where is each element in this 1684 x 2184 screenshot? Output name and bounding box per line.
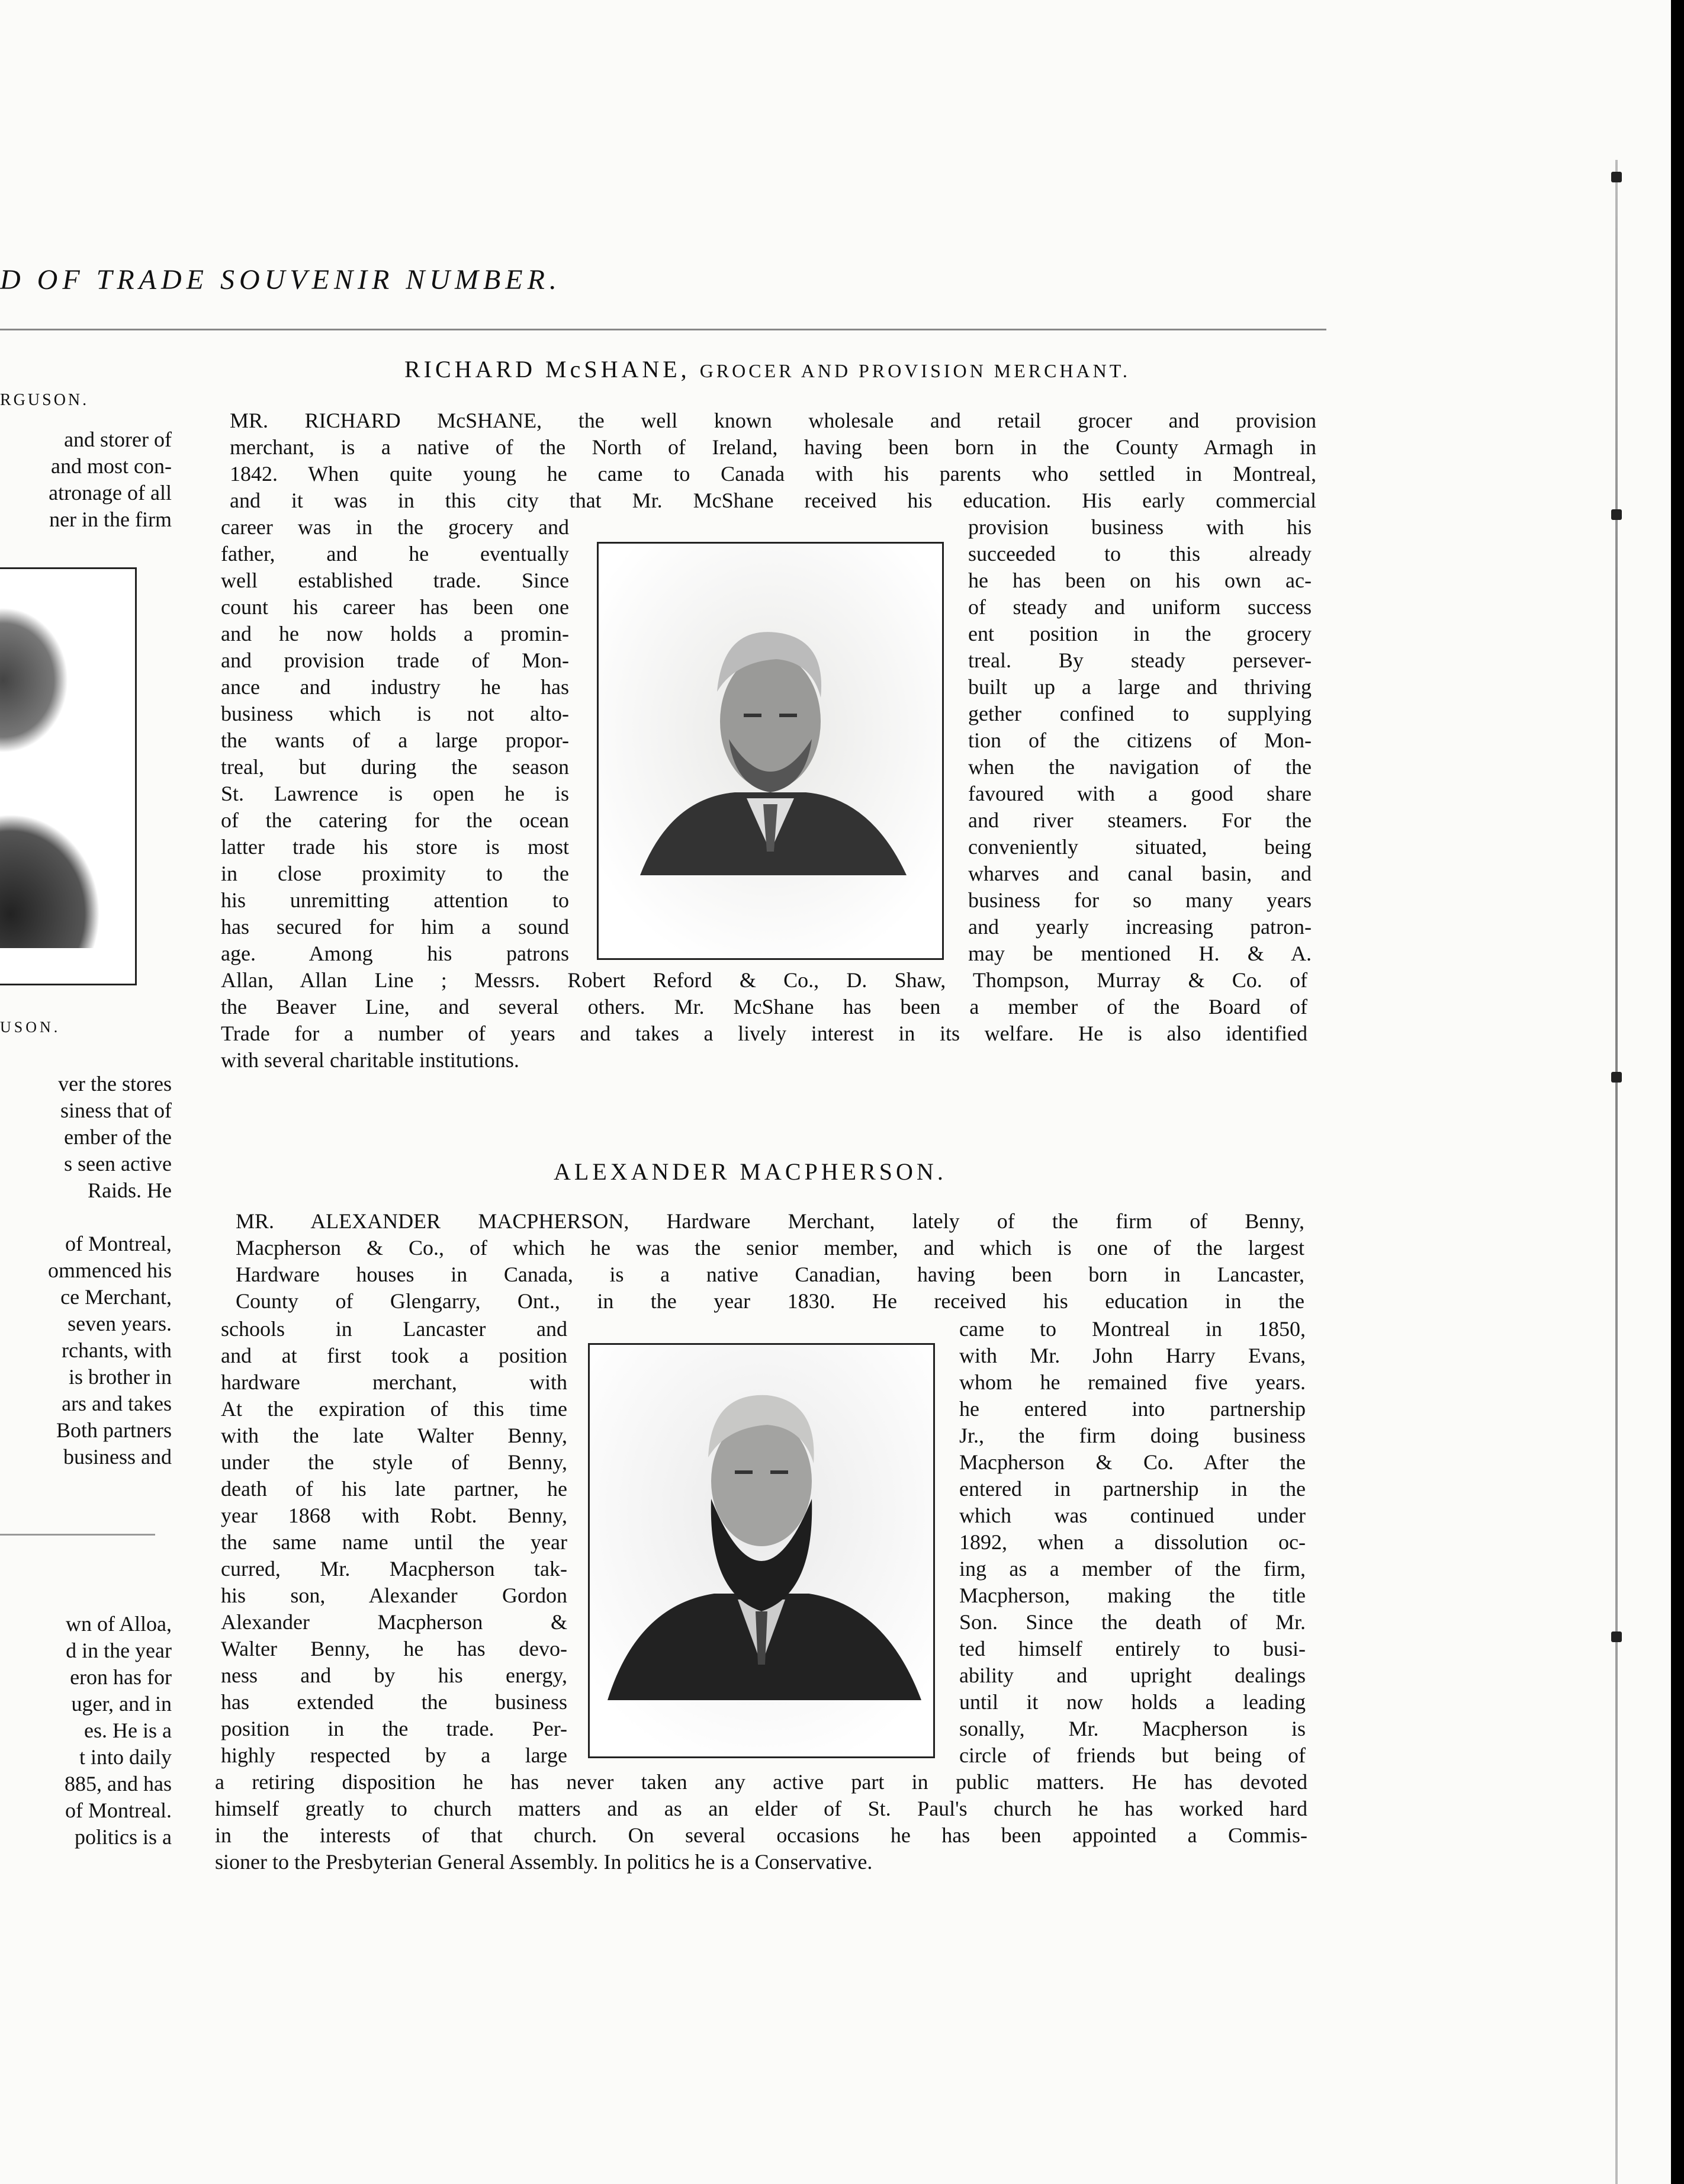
text-line: of the catering for the ocean: [221, 808, 569, 832]
text-line: [0, 1204, 172, 1231]
text-line: favoured with a good share: [968, 782, 1312, 805]
edge-mark: [1611, 1072, 1622, 1083]
text-line: and it was in this city that Mr. McShane received his education. His early commercial: [230, 489, 1316, 512]
article-title-occupation: GROCER AND PROVISION MERCHANT.: [699, 360, 1130, 381]
text-line: hardware merchant, with: [221, 1370, 567, 1394]
text-line: and at first took a position: [221, 1344, 567, 1367]
text-line: the wants of a large propor-: [221, 728, 569, 752]
text-line: the same name until the year: [221, 1530, 567, 1554]
text-line: Son. Since the death of Mr.: [959, 1610, 1306, 1634]
article2-text-bottom: [215, 1769, 1307, 1875]
text-line: uger, and in: [71, 1692, 172, 1716]
running-head: D OF TRADE SOUVENIR NUMBER.: [0, 264, 561, 296]
text-line: s seen active: [64, 1152, 172, 1175]
text-line: ce Merchant,: [60, 1285, 172, 1309]
text-line: circle of friends but being of: [959, 1743, 1306, 1767]
left-column-text-middle: [0, 1071, 172, 1470]
header-rule: [0, 329, 1326, 330]
text-line: Alexander Macpherson &: [221, 1610, 567, 1634]
edge-mark: [1611, 1631, 1622, 1642]
text-line: with the late Walter Benny,: [221, 1424, 567, 1447]
article2-text-top: [236, 1208, 1304, 1315]
article-title-name: RICHARD McSHANE,: [404, 356, 690, 383]
text-line: Trade for a number of years and takes a lively interest in its welfare. He is also identified: [221, 1022, 1307, 1045]
left-column-rule: [0, 1534, 155, 1536]
text-line: curred, Mr. Macpherson tak-: [221, 1557, 567, 1581]
text-line: business and: [63, 1445, 172, 1469]
text-line: sioner to the Presbyterian General Assembly. In politics he is a Conservative.: [215, 1850, 873, 1874]
text-line: conveniently situated, being: [968, 835, 1312, 859]
text-line: year 1868 with Robt. Benny,: [221, 1504, 567, 1527]
text-line: politics is a: [75, 1825, 172, 1849]
text-line: age. Among his patrons: [221, 942, 569, 965]
article1-text-left: [221, 514, 569, 967]
text-line: sonally, Mr. Macpherson is: [959, 1717, 1306, 1740]
text-line: in close proximity to the: [221, 862, 569, 885]
left-column-text-bottom: [0, 1611, 172, 1851]
text-line: has extended the business: [221, 1690, 567, 1714]
article2-text-right: [959, 1316, 1306, 1769]
left-column-text-top: [0, 426, 172, 533]
article1-text-right: [968, 514, 1312, 967]
text-line: death of his late partner, he: [221, 1477, 567, 1501]
text-line: MR. ALEXANDER MACPHERSON, Hardware Merchant, lately of the firm of Benny,: [236, 1209, 1304, 1233]
article-title-macpherson: ALEXANDER MACPHERSON.: [554, 1158, 947, 1185]
text-line: count his career has been one: [221, 595, 569, 619]
text-line: of Montreal.: [65, 1798, 172, 1822]
text-line: ent position in the grocery: [968, 622, 1312, 645]
text-line: St. Lawrence is open he is: [221, 782, 569, 805]
text-line: when the navigation of the: [968, 755, 1312, 779]
text-line: he has been on his own ac-: [968, 569, 1312, 592]
text-line: atronage of all: [49, 481, 172, 505]
text-line: business which is not alto-: [221, 702, 569, 725]
text-line: At the expiration of this time: [221, 1397, 567, 1421]
text-line: and yearly increasing patron-: [968, 915, 1312, 939]
text-line: of steady and uniform success: [968, 595, 1312, 619]
text-line: MR. RICHARD McSHANE, the well known wholesale and retail grocer and provision: [230, 409, 1316, 432]
text-line: Walter Benny, he has devo-: [221, 1637, 567, 1661]
text-line: ness and by his energy,: [221, 1663, 567, 1687]
text-line: tion of the citizens of Mon-: [968, 728, 1312, 752]
text-line: Hardware houses in Canada, is a native Canadian, having been born in Lancaster,: [236, 1263, 1304, 1286]
text-line: 1892, when a dissolution oc-: [959, 1530, 1306, 1554]
article-title-mcshane: [404, 355, 1130, 383]
text-line: with several charitable institutions.: [221, 1048, 519, 1072]
text-line: Macpherson & Co., of which he was the senior member, and which is one of the largest: [236, 1236, 1304, 1260]
left-photo-caption: USON.: [0, 1019, 61, 1036]
text-line: and he now holds a promin-: [221, 622, 569, 645]
text-line: schools in Lancaster and: [221, 1317, 567, 1341]
text-line: ver the stores: [58, 1072, 172, 1096]
text-line: may be mentioned H. & A.: [968, 942, 1312, 965]
text-line: wharves and canal basin, and: [968, 862, 1312, 885]
text-line: came to Montreal in 1850,: [959, 1317, 1306, 1341]
left-portrait-photo: [0, 567, 137, 985]
text-line: in the interests of that church. On several occasions he has been appointed a Commis-: [215, 1823, 1307, 1847]
article2-text-left: [221, 1316, 567, 1769]
text-line: until it now holds a leading: [959, 1690, 1306, 1714]
text-line: and storer of: [64, 428, 172, 451]
text-line: t into daily: [79, 1745, 172, 1769]
text-line: Jr., the firm doing business: [959, 1424, 1306, 1447]
text-line: seven years.: [68, 1312, 172, 1335]
text-line: a retiring disposition he has never taken any active part in public matters. He has devoted: [215, 1770, 1307, 1794]
text-line: wn of Alloa,: [66, 1612, 172, 1636]
text-line: County of Glengarry, Ont., in the year 1830. He received his education in the: [236, 1289, 1304, 1313]
text-line: latter trade his store is most: [221, 835, 569, 859]
text-line: business for so many years: [968, 888, 1312, 912]
text-line: ner in the firm: [49, 508, 172, 531]
text-line: Allan, Allan Line ; Messrs. Robert Reford & Co., D. Shaw, Thompson, Murray & Co. of: [221, 968, 1307, 992]
text-line: 1842. When quite young he came to Canada with his parents who settled in Montreal,: [230, 462, 1316, 486]
text-line: ance and industry he has: [221, 675, 569, 699]
text-line: treal, but during the season: [221, 755, 569, 779]
text-line: gether confined to supplying: [968, 702, 1312, 725]
text-line: which was continued under: [959, 1504, 1306, 1527]
text-line: he entered into partnership: [959, 1397, 1306, 1421]
text-line: Both partners: [56, 1418, 172, 1442]
edge-mark: [1611, 509, 1622, 520]
edge-mark: [1611, 172, 1622, 182]
text-line: with Mr. John Harry Evans,: [959, 1344, 1306, 1367]
article1-text-top: [230, 407, 1316, 514]
text-line: father, and he eventually: [221, 542, 569, 566]
page-edge-line: [1615, 160, 1618, 2184]
text-line: of Montreal,: [65, 1232, 172, 1255]
text-line: career was in the grocery and: [221, 515, 569, 539]
text-line: ted himself entirely to busi-: [959, 1637, 1306, 1661]
text-line: ember of the: [64, 1125, 172, 1149]
article1-text-bottom: [221, 967, 1307, 1074]
text-line: ommenced his: [48, 1258, 172, 1282]
text-line: his unremitting attention to: [221, 888, 569, 912]
text-line: position in the trade. Per-: [221, 1717, 567, 1740]
text-line: provision business with his: [968, 515, 1312, 539]
text-line: ing as a member of the firm,: [959, 1557, 1306, 1581]
text-line: ability and upright dealings: [959, 1663, 1306, 1687]
text-line: es. He is a: [84, 1719, 172, 1742]
text-line: ars and takes: [62, 1392, 172, 1415]
scan-border: [1671, 0, 1684, 2184]
text-line: built up a large and thriving: [968, 675, 1312, 699]
text-line: and most con-: [51, 454, 172, 478]
text-line: Raids. He: [88, 1178, 172, 1202]
text-line: under the style of Benny,: [221, 1450, 567, 1474]
text-line: his son, Alexander Gordon: [221, 1584, 567, 1607]
text-line: d in the year: [66, 1639, 172, 1662]
text-line: 885, and has: [65, 1772, 172, 1796]
text-line: and provision trade of Mon-: [221, 648, 569, 672]
text-line: merchant, is a native of the North of Ireland, having been born in the County Armagh in: [230, 435, 1316, 459]
text-line: treal. By steady persever-: [968, 648, 1312, 672]
text-line: is brother in: [69, 1365, 172, 1389]
text-line: Macpherson, making the title: [959, 1584, 1306, 1607]
text-line: rchants, with: [62, 1338, 172, 1362]
text-line: siness that of: [60, 1099, 172, 1122]
left-column-subtitle: RGUSON.: [0, 391, 89, 409]
text-line: Macpherson & Co. After the: [959, 1450, 1306, 1474]
text-line: the Beaver Line, and several others. Mr. McShane has been a member of the Board of: [221, 995, 1307, 1019]
macpherson-portrait-photo: [588, 1343, 935, 1758]
text-line: whom he remained five years.: [959, 1370, 1306, 1394]
text-line: entered in partnership in the: [959, 1477, 1306, 1501]
mcshane-portrait-photo: [597, 542, 944, 960]
text-line: himself greatly to church matters and as an elder of St. Paul's church he has worked hard: [215, 1797, 1307, 1820]
text-line: and river steamers. For the: [968, 808, 1312, 832]
text-line: succeeded to this already: [968, 542, 1312, 566]
text-line: highly respected by a large: [221, 1743, 567, 1767]
text-line: has secured for him a sound: [221, 915, 569, 939]
text-line: eron has for: [70, 1665, 172, 1689]
text-line: well established trade. Since: [221, 569, 569, 592]
